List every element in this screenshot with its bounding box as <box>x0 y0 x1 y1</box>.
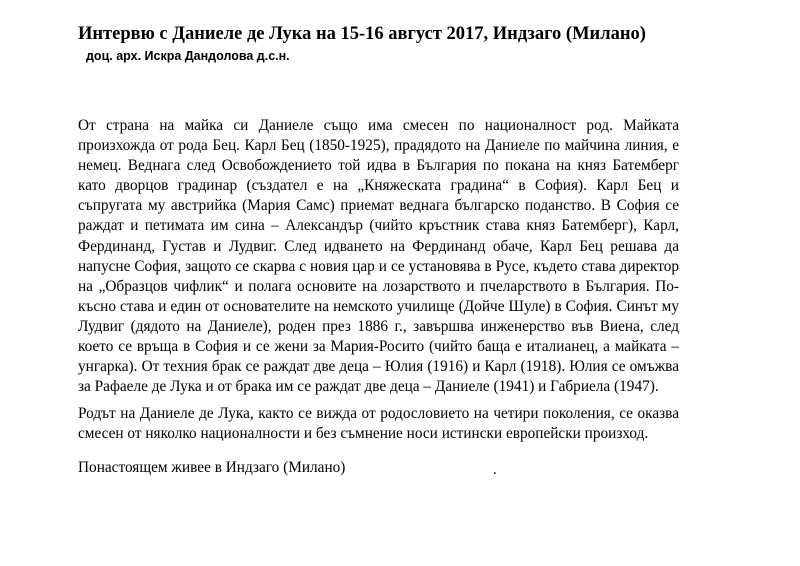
paragraph-current-residence: Понастоящем живее в Индзаго (Милано) <box>78 459 346 476</box>
document-title: Интервю с Даниеле де Лука на 15-16 август 2017, Индзаго (Милано) <box>78 24 646 44</box>
author-line: доц. арх. Искра Дандолова д.с.н. <box>86 49 290 63</box>
paragraph-family-history: От страна на майка си Даниеле също има смесен по националност род. Майката произхожда от рода Бец. Карл Бец (1850-1925), прадядото на Даниеле по майчина линия, е немец. Веднага след Освобождението той идва в България по покана на княз Батемберг като дворцов градинар (създател е на „Княжеската градина“ в София). Карл Бец и съпругата му австрийка (Мария Самс) приемат веднага българско поданство. В София се раждат и петимата им сина – Александър (чийто кръстник става княз Батемберг), Карл, Фердинанд, Густав и Лудвиг. След идването на Фердинанд обаче, Карл Бец решава да напусне София, защото се скарва с новия цар и се установява в Русе, където става директор на „Образцов чифлик“ и полага основите на лозарството и пчеларството в България. По-късно става и един от основателите на немското училище (Дойче Шуле) в София. Синът му Лудвиг (дядото на Даниеле), роден през 1886 г., завършва инженерство във Виена, след което се връща в София и се жени за Мария-Росито (чийто баща е италианец, а майката – унгарка). От техния брак се раждат две деца – Юлия (1916) и Карл (1918). Юлия се омъжва за Рафаеле де Лука и от брака им се раждат две деца – Даниеле (1941) и Габриела (1947). <box>78 117 679 396</box>
paragraph-origin-summary: Родът на Даниеле де Лука, както се вижда от родословието на четири поколения, се оказва смесен от няколко националности и без съмнение носи истински европейски произход. <box>78 405 679 443</box>
trailing-dot: . <box>493 462 497 478</box>
